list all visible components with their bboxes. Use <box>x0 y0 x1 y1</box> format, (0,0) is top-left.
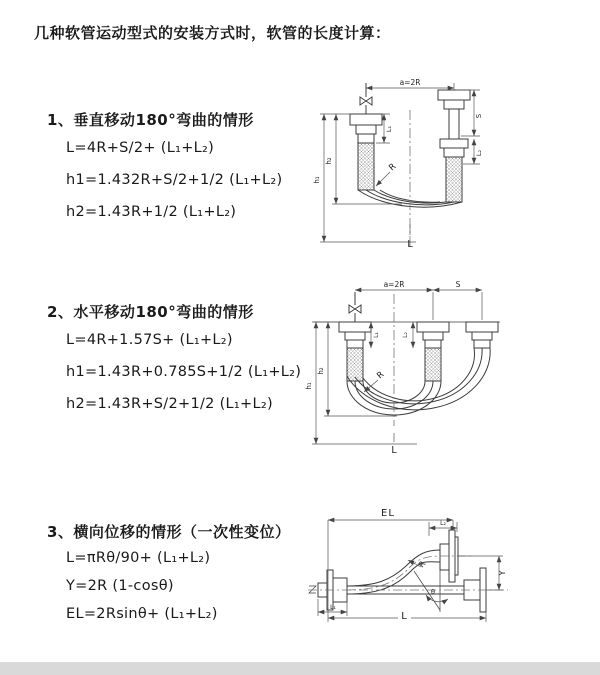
page-edge <box>0 662 600 675</box>
left-flange-fitting <box>339 322 371 381</box>
formula-Y: Y=2R (1-cosθ) <box>66 578 174 594</box>
hose-large-u-bend <box>347 348 490 410</box>
section-1-heading: 1、垂直移动180°弯曲的情形 <box>47 111 254 129</box>
right-flange-fitting <box>466 322 498 348</box>
dim-label-s: S <box>475 113 483 119</box>
formula-h2: h2=1.43R+S/2+1/2 (L₁+L₂) <box>66 396 273 412</box>
section-2-formulas <box>66 324 301 420</box>
dim-label-l: L <box>391 445 397 456</box>
formula-EL: EL=2Rsinθ+ (L₁+L₂) <box>66 606 218 622</box>
dim-label-l1: L₁ <box>385 125 393 133</box>
dim-label-h1: h₁ <box>305 382 313 390</box>
dimension-lines <box>312 290 482 444</box>
formula-h1: h1=1.432R+S/2+1/2 (L₁+L₂) <box>66 172 283 188</box>
centerline-break-mark <box>309 586 316 593</box>
middle-flange-fitting <box>417 322 449 381</box>
dim-label-l: L <box>401 611 407 622</box>
dim-label-h1: h₁ <box>313 176 321 184</box>
left-flange-fitting <box>350 114 382 190</box>
dim-label-a2r: a=2R <box>399 78 421 87</box>
valve-icon <box>360 97 372 105</box>
formula-L: L=4R+S/2+ (L₁+L₂) <box>66 140 215 156</box>
dim-label-r: R <box>416 559 428 570</box>
diagram-horizontal-180-bend <box>302 276 597 458</box>
dim-label-l2: L₂ <box>440 520 446 527</box>
section-2-heading: 2、水平移动180°弯曲的情形 <box>47 303 254 321</box>
right-flange-fitting <box>438 90 470 202</box>
dim-label-h2: h₂ <box>317 367 325 375</box>
dim-label-s: S <box>455 280 461 289</box>
dim-label-l1: L₁ <box>373 332 380 338</box>
dim-label-l2: L₂ <box>475 149 483 157</box>
formula-L: L=πRθ/90+ (L₁+L₂) <box>66 550 211 566</box>
section-1-formulas <box>66 132 282 228</box>
valve-icon <box>349 305 361 313</box>
dim-label-a2r: a=2R <box>383 280 405 289</box>
dim-label-y: Y <box>498 570 507 576</box>
page-title: 几种软管运动型式的安装方式时，软管的长度计算： <box>34 24 391 42</box>
dim-label-h2: h₂ <box>325 157 333 165</box>
dim-label-el: EL <box>381 508 395 519</box>
formula-L: L=4R+1.57S+ (L₁+L₂) <box>66 332 233 348</box>
dim-label-l: L <box>407 239 413 250</box>
centerlines <box>308 556 508 590</box>
dim-label-l1: L₁ <box>330 604 336 611</box>
diagram-lateral-displacement <box>296 500 598 662</box>
formula-h1: h1=1.43R+0.785S+1/2 (L₁+L₂) <box>66 364 302 380</box>
hose-s-curve <box>347 550 440 594</box>
section-3-heading: 3、横向位移的情形（一次性变位） <box>47 523 291 541</box>
formula-h2: h2=1.43R+1/2 (L₁+L₂) <box>66 204 237 220</box>
section-3-formulas <box>66 544 218 628</box>
dim-label-l2: L₂ <box>402 332 409 338</box>
dim-label-theta: θ <box>431 588 435 596</box>
dim-label-r: R <box>375 369 387 382</box>
dim-label-r: R <box>387 161 399 174</box>
diagram-vertical-180-bend <box>302 64 590 254</box>
